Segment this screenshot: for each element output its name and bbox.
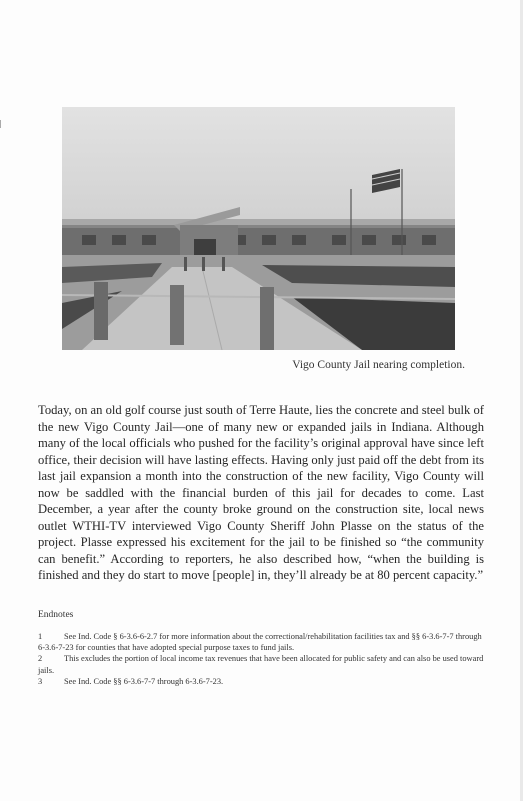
endnote-number: 2 — [38, 654, 43, 664]
endnote-number: 3 — [38, 676, 43, 686]
page-edge-mark — [0, 120, 1, 128]
jail-photo — [62, 107, 455, 350]
photo-caption: Vigo County Jail nearing completion. — [292, 359, 465, 371]
endnote-text: See Ind. Code §§ 6-3.6-7-7 through 6-3.6-7-23. — [64, 676, 224, 686]
endnote-text: See Ind. Code § 6-3.6-6-2.7 for more information about the correctional/rehabilitation facilities tax and §§ 6-3.6-7-7 through 6-3.6-7-23 for counties that have adopted special purpose taxes to fund jails. — [38, 632, 482, 653]
endnote-text: This excludes the portion of local income tax revenues that have been allocated for public safety and can also be used toward jails. — [38, 654, 484, 675]
endnote-item — [38, 631, 490, 653]
endnote-item — [38, 676, 490, 687]
endnote-number: 1 — [38, 632, 43, 641]
endnote-item — [38, 653, 490, 675]
endnotes-list — [38, 631, 490, 687]
endnotes-heading: Endnotes — [38, 610, 74, 620]
body-paragraph: Today, on an old golf course just south of Terre Haute, lies the concrete and steel bulk of the new Vigo County Jail—one of many new or expanded jails in Indiana. Although many of the local officials who pushed for the facility’s original approval have since left office, their decision will have lasting effects. Having only just paid off the debt from its last jail expansion a month into the construction of the new facility, Vigo County will now be saddled with the financial burden of this jail for decades to come. Last December, a year after the county broke ground on the construction site, local news outlet WTHI-TV interviewed Vigo County Sheriff John Plasse on the status of the project. Plasse expressed his excitement for the jail to be finished so “the community can benefit.” According to reporters, he also described how, “when the building is finished and they do start to move [people] in, they’ll already be at 80 percent capacity.” — [38, 403, 484, 582]
